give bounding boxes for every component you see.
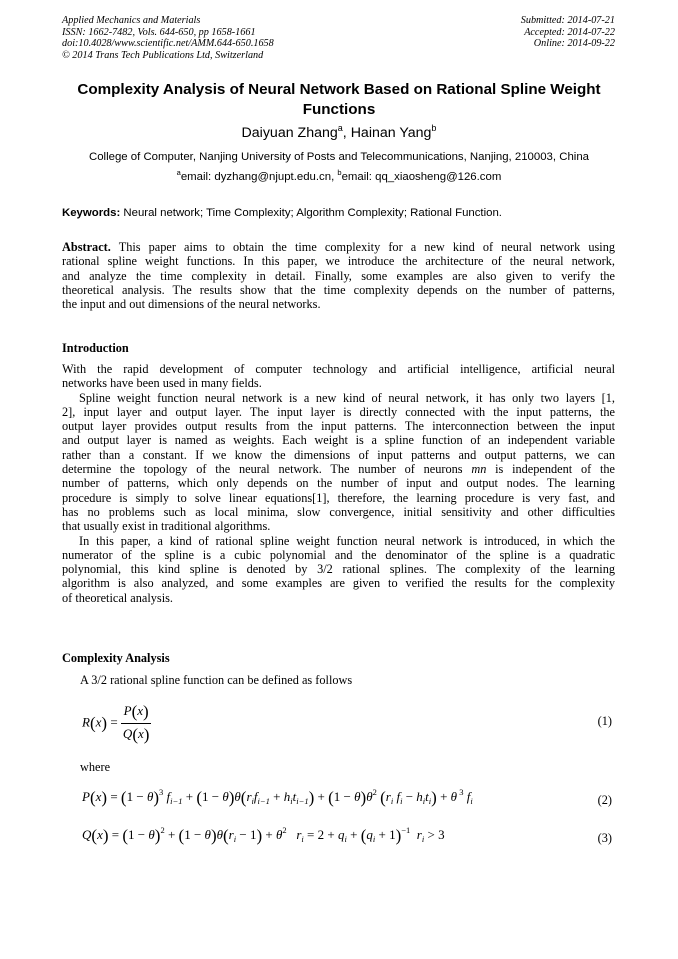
journal-header bbox=[62, 15, 274, 61]
where-text: where bbox=[80, 760, 111, 774]
paragraph-line: output layer provides output results from the input patterns. The interconnection between the input bbox=[62, 419, 615, 434]
abstract-line: theoretical analysis. The results show that the time complexity depends on the number of patterns, bbox=[62, 282, 615, 297]
equation-1: R(x) = $\frac{P(x)}{Q(x)}$ bbox=[82, 702, 150, 744]
spline-intro-text: A 3/2 rational spline function can be defined as follows bbox=[80, 673, 353, 687]
paragraph-line: algorithm is also analyzed, and some examples are given to verified the results for the complexity bbox=[62, 576, 615, 591]
paragraph-line: In this paper, a kind of rational spline weight function neural network is introduced, in which the bbox=[79, 533, 615, 548]
paragraph-line: numerator of the spline is a cubic polynomial and the denominator of the spline is a quadratic bbox=[62, 547, 615, 562]
paragraph-line: rather than a constant. If we know the dimensions of input patterns and output patterns, we can bbox=[62, 447, 615, 462]
email-a-mark: a bbox=[176, 168, 181, 177]
abstract-line: rational spline weight functions. In this paper, we introduce the architecture of the neural network, bbox=[62, 254, 615, 269]
abstract bbox=[62, 240, 615, 311]
author-separator: , bbox=[342, 125, 351, 141]
paragraph-line: Spline weight function neural network is a new kind of neural network, it has only two layers [1, bbox=[79, 390, 615, 405]
introduction-heading: Introduction bbox=[62, 341, 129, 355]
paragraph-line: 2], input layer and output layer. The input layer is directly connected with the input patterns, the bbox=[62, 404, 615, 419]
author-2: Hainan Yang bbox=[350, 125, 432, 141]
paragraph-line: With the rapid development of computer technology and artificial intelligence, artificial neural bbox=[62, 362, 615, 376]
email-b: email: qq_xiaosheng@126.com bbox=[341, 171, 502, 183]
keywords-label: Keywords: bbox=[62, 207, 121, 219]
paragraph-line: determine the topology of the neural network. The number of neurons mn is independent of the bbox=[62, 462, 615, 477]
abstract-line: the input and out dimensions of the neural networks. bbox=[62, 297, 321, 312]
author-list bbox=[62, 124, 616, 142]
paper-title bbox=[62, 80, 616, 120]
inline-math-mn: mn bbox=[471, 462, 487, 477]
paragraph-line: that usually exist in traditional algorithms. bbox=[62, 519, 271, 534]
doi-line: doi:10.4028/www.scientific.net/AMM.644-650.1658 bbox=[62, 38, 274, 50]
equation-2-number: (2) bbox=[597, 793, 612, 807]
equation-3: $Q(x) = (1 - \theta)^2 + (1 - \theta)\theta(r_i - 1) + \theta^2$ $r_i = 2 + q_i + (q_i + 1)^{-1}$ $r_i > 3$ bbox=[82, 825, 445, 845]
paragraph-line: networks have been used in many fields. bbox=[62, 376, 262, 391]
title-line-2: Functions bbox=[302, 101, 376, 118]
abstract-line: and analyze the time complexity in detail. Finally, some examples are also given to verify the bbox=[62, 268, 615, 283]
keywords bbox=[62, 206, 616, 220]
email-b-mark: b bbox=[337, 168, 342, 177]
submitted-date: Submitted: 2014-07-21 bbox=[520, 15, 615, 26]
affiliation: College of Computer, Nanjing University of Posts and Telecommunications, Nanjing, 210003, China bbox=[89, 151, 589, 163]
accepted-date: Accepted: 2014-07-22 bbox=[524, 26, 615, 38]
email-a: email: dyzhang@njupt.edu.cn, bbox=[180, 171, 338, 183]
email-line bbox=[62, 170, 616, 184]
paragraph-line: polynomial, this kind spline is denoted by 3/2 rational splines. The complexity of the learning bbox=[62, 562, 615, 577]
author-1-mark: a bbox=[337, 123, 343, 133]
author-1: Daiyuan Zhang bbox=[241, 125, 338, 141]
abstract-label: Abstract. bbox=[62, 240, 111, 254]
paragraph-line: and output layer is named as weights. Each weight is a spline function of an independent variable bbox=[62, 433, 615, 448]
online-date: Online: 2014-09-22 bbox=[533, 38, 615, 50]
equation-2: $P(x) = (1 - \theta)^3$ $f_{i-1} + (1 - \theta)\theta(r_if_{i-1} + h_it_{i-1}) + (1 - \theta)\theta^2$ ($r_i$ $f_i - h_it_i) + \theta$ $^3$ $f_i$ bbox=[82, 787, 473, 807]
journal-name: Applied Mechanics and Materials bbox=[62, 15, 201, 26]
fraction: $\frac{P(x)}{Q(x)}$ bbox=[122, 702, 150, 744]
paragraph-line: procedure is simply to solve linear equations[1], therefore, the learning procedure is very fast, and bbox=[62, 490, 615, 505]
introduction-body bbox=[62, 362, 615, 605]
complexity-heading: Complexity Analysis bbox=[62, 651, 170, 665]
equation-1-number: (1) bbox=[597, 714, 612, 728]
equation-3-number: (3) bbox=[597, 831, 612, 845]
title-line-1: Complexity Analysis of Neural Network Based on Rational Spline Weight bbox=[77, 81, 601, 98]
abstract-line: Abstract. This paper aims to obtain the time complexity for a new kind of neural network using bbox=[62, 240, 615, 254]
paragraph-line: of theoretical analysis. bbox=[62, 590, 173, 605]
keywords-text: Neural network; Time Complexity; Algorithm Complexity; Rational Function. bbox=[120, 207, 502, 219]
issn-line: ISSN: 1662-7482, Vols. 644-650, pp 1658-1661 bbox=[62, 26, 256, 38]
author-2-mark: b bbox=[431, 123, 437, 133]
paragraph-line: has no problems such as local minima, slow convergence, initial sensitivity and other difficulties bbox=[62, 504, 615, 519]
dates-header bbox=[521, 15, 615, 50]
paragraph-line: number of patterns, which only depends on the number of input and output nodes. The learning bbox=[62, 476, 615, 491]
copyright-line: © 2014 Trans Tech Publications Ltd, Switzerland bbox=[62, 49, 264, 61]
